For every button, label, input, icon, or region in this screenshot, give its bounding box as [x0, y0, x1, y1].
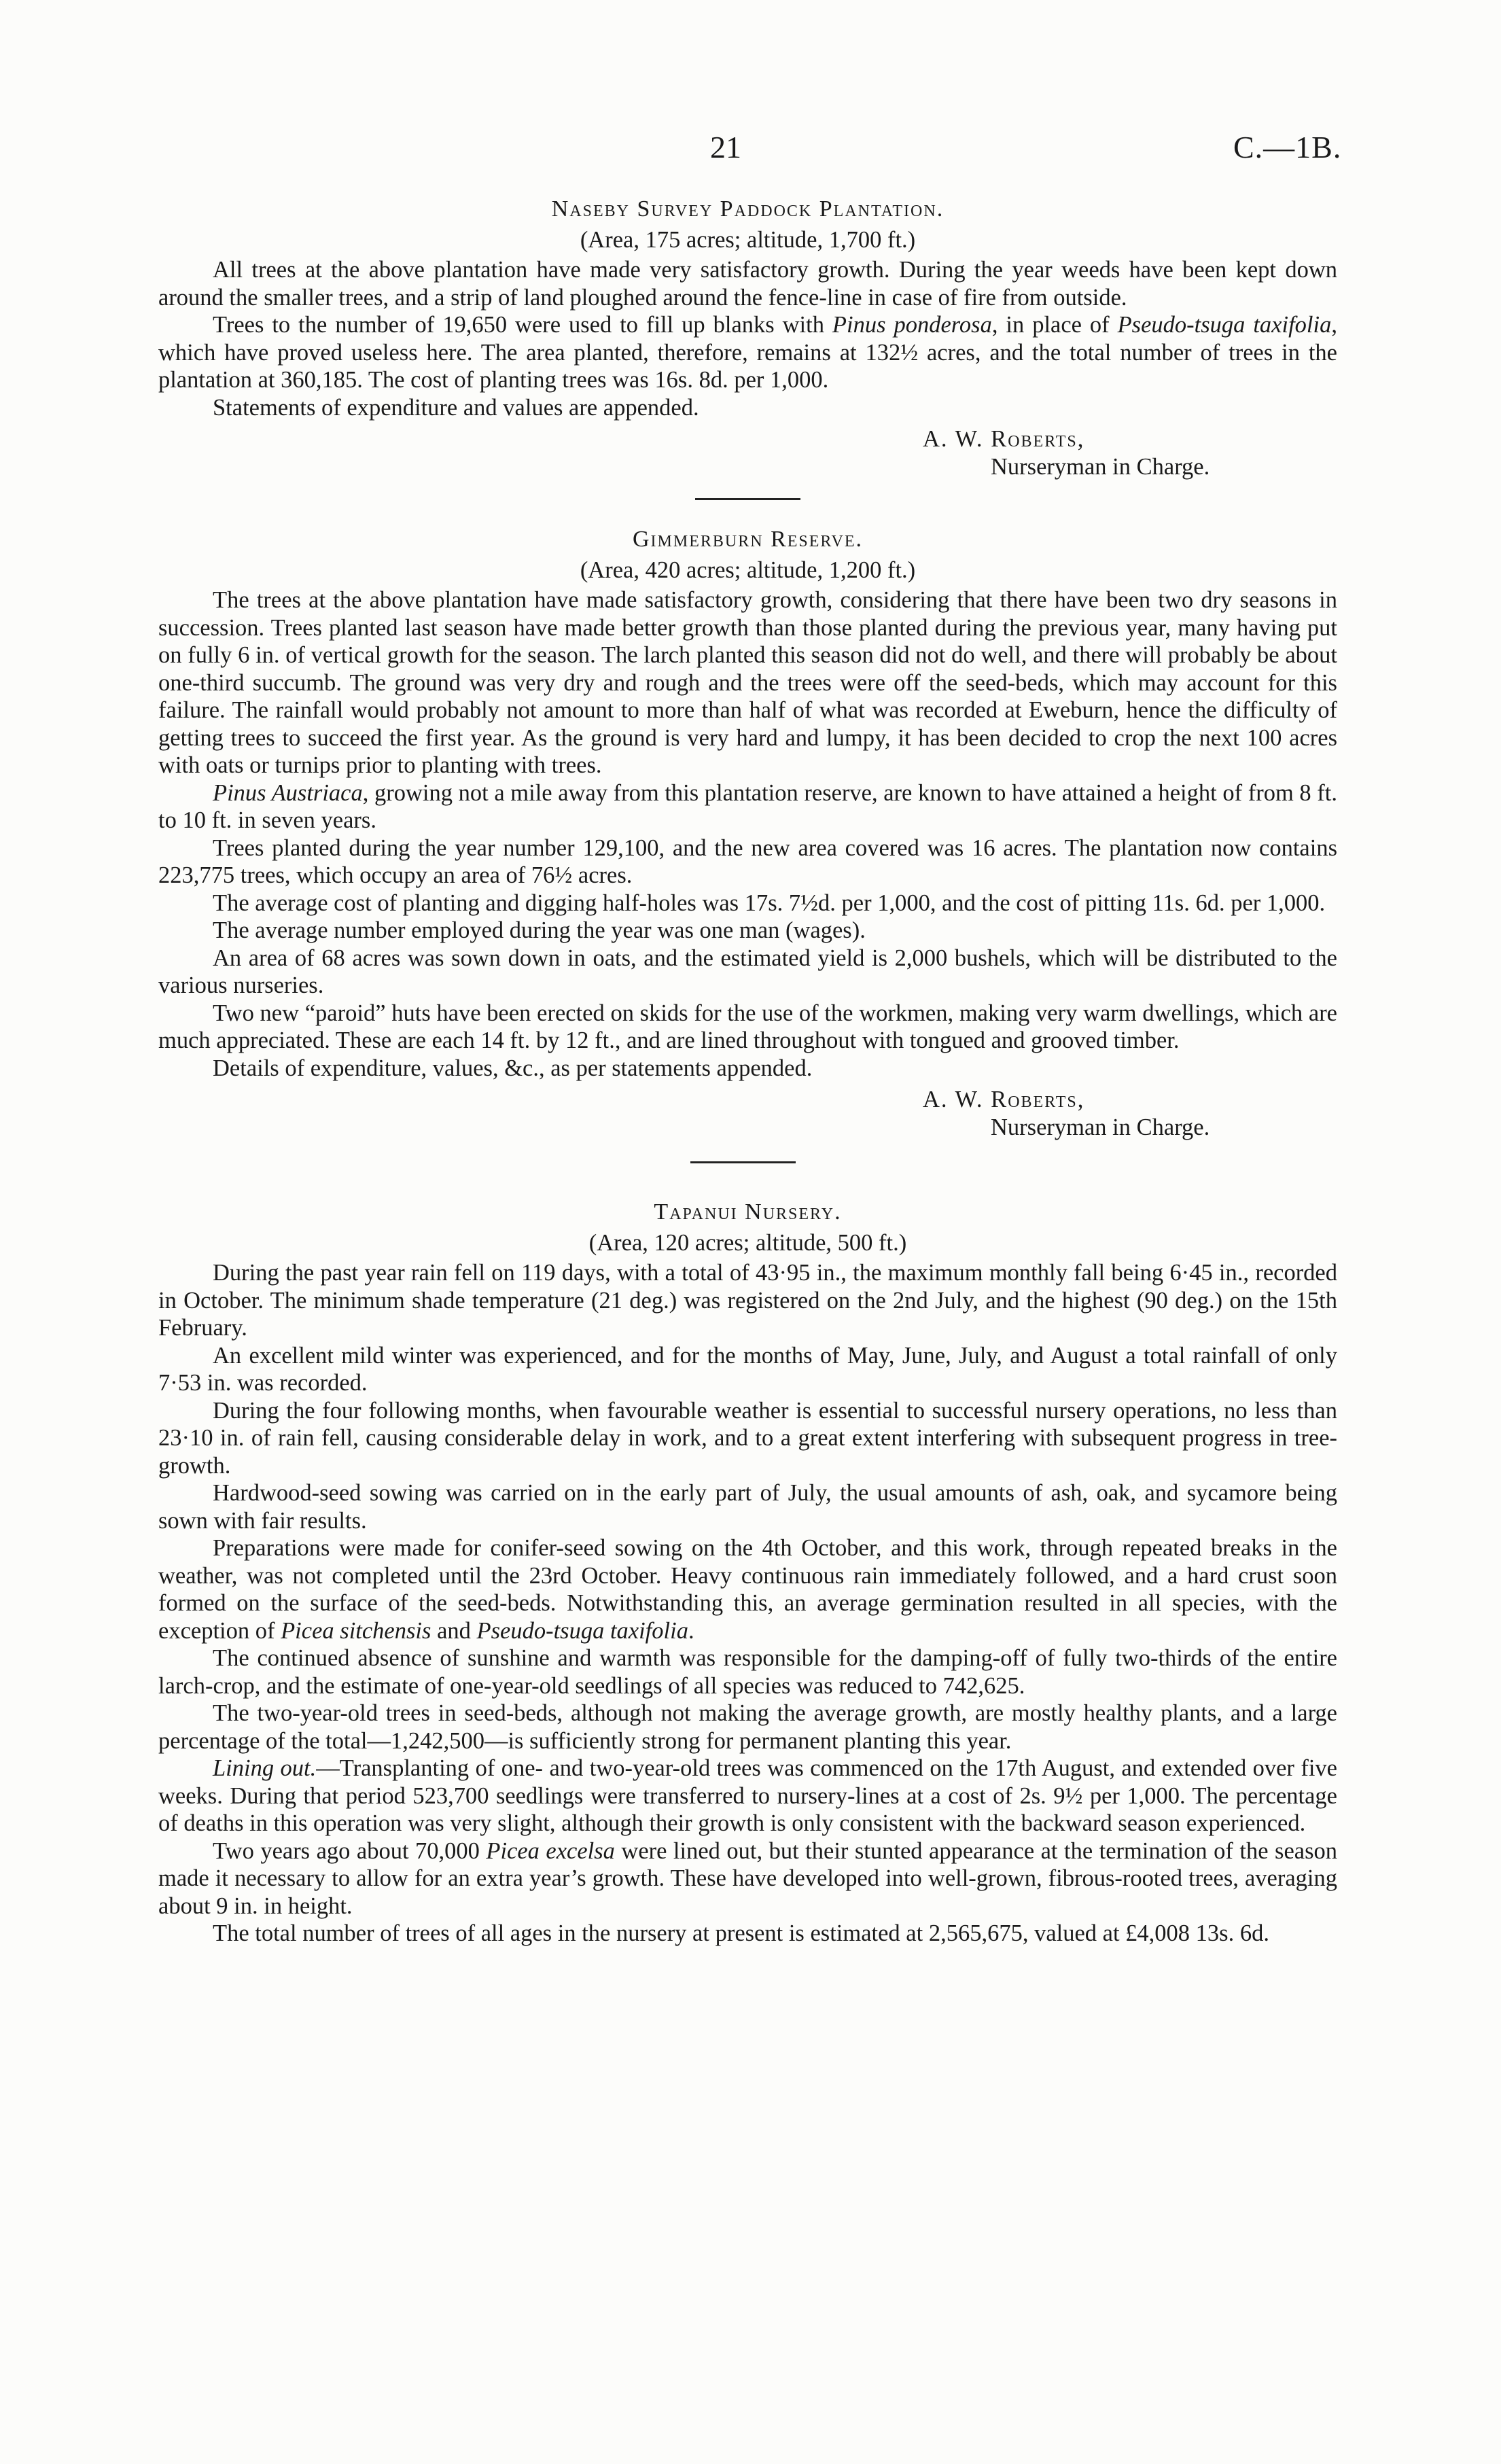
paragraph: The average number employed during the year was one man (wages). — [213, 917, 866, 943]
paragraph: The trees at the above plantation have made satisfactory growth, considering that there have been two dry seasons in succession. Trees planted last season have made better growth than those planted during the previous year, many having put on fully 6 in. of vertical growth for the season. The larch planted this season did not do well, and there will probably be about one-third succumb. The ground was very dry and rough and the trees were off the seed-beds, which may account for this failure. The rainfall would probably not amount to more than half of what was recorded at Eweburn, hence the difficulty of getting trees to succeed the first year. As the ground is very hard and lumpy, it has been decided to crop the next 100 acres with oats or turnips prior to planting with trees. — [158, 587, 1337, 778]
signature-role: Nurseryman in Charge. — [991, 1114, 1210, 1140]
paragraph: All trees at the above plantation have made very satisfactory growth. During the year weeds have been kept down around the smaller trees, and a strip of land ploughed around the fence-line in case of fire from outside. — [158, 257, 1337, 311]
section-title: Gimmerburn Reserve. — [633, 527, 863, 552]
signature-role: Nurseryman in Charge. — [991, 453, 1210, 480]
paragraph: Two years ago about 70,000 Picea excelsa were lined out, but their stunted appearance at the termination of the season made it necessary to allow for an extra year’s growth. These have developed into well-grown, fibrous-rooted trees, averaging about 9 in. in height. — [158, 1837, 1337, 1919]
paragraph: Lining out.—Transplanting of one- and two-year-old trees was commenced on the 17th August, and extended over five weeks. During that period 523,700 seedlings were transferred to nursery-lines at a cost of 2s. 9½ per 1,000. The percentage of deaths in this operation was very slight, although their growth is only consistent with the backward season experienced. — [158, 1755, 1337, 1836]
section-tapanui — [158, 1199, 1337, 1948]
paragraph: Pinus Austriaca, growing not a mile away from this plantation reserve, are known to have attained a height of from 8 ft. to 10 ft. in seven years. — [158, 779, 1337, 833]
paragraph: Details of expenditure, values, &c., as per statements appended. — [213, 1055, 813, 1081]
page-number: 21 — [710, 130, 741, 164]
paragraph: During the four following months, when favourable weather is essential to successful nursery operations, no less than 23·10 in. of rain fell, causing considerable delay in work, and to a great extent interfering with subsequent progress in tree-growth. — [158, 1397, 1337, 1479]
paragraph: An excellent mild winter was experienced, and for the months of May, June, July, and August a total rainfall of only 7·53 in. was recorded. — [158, 1342, 1337, 1396]
paragraph: Trees to the number of 19,650 were used to fill up blanks with Pinus ponderosa, in place of Pseudo-tsuga taxifolia, which have proved useless here. The area planted, therefore, remains at 132½ acres, and the total number of trees in the plantation at 360,185. The cost of planting trees was 16s. 8d. per 1,000. — [158, 312, 1337, 393]
section-title: Tapanui Nursery. — [654, 1199, 842, 1225]
paragraph: An area of 68 acres was sown down in oats, and the estimated yield is 2,000 bushels, which will be distributed to the various nurseries. — [158, 945, 1337, 998]
signature — [158, 1086, 1337, 1141]
section-title: Naseby Survey Paddock Plantation. — [551, 196, 944, 222]
paragraph: The average cost of planting and digging half-holes was 17s. 7½d. per 1,000, and the cost of pitting 11s. 6d. per 1,000. — [213, 890, 1326, 916]
page-header — [0, 129, 1501, 170]
paragraph: During the past year rain fell on 119 days, with a total of 43·95 in., the maximum monthly fall being 6·45 in., recorded in October. The minimum shade temperature (21 deg.) was registered on the 2nd July, and the highest (90 deg.) on the 15th February. — [158, 1260, 1337, 1341]
signature — [158, 425, 1337, 480]
section-naseby — [158, 196, 1337, 500]
section-gimmerburn — [158, 526, 1337, 1163]
paragraph: The total number of trees of all ages in the nursery at present is estimated at 2,565,675, valued at £4,008 13s. 6d. — [213, 1920, 1269, 1946]
section-subtitle: (Area, 120 acres; altitude, 500 ft.) — [588, 1229, 907, 1256]
paragraph: The two-year-old trees in seed-beds, although not making the average growth, are mostly healthy plants, and a large percentage of the total—1,242,500—is sufficiently strong for permanent planting this year. — [158, 1700, 1337, 1754]
signature-name: A. W. Roberts, — [923, 1087, 1085, 1112]
paragraph: Statements of expenditure and values are appended. — [213, 394, 699, 421]
report-body — [158, 196, 1337, 1948]
paragraph: Two new “paroid” huts have been erected on skids for the use of the workmen, making very warm dwellings, which are much appreciated. These are each 14 ft. by 12 ft., and are lined throughout with tongued and grooved timber. — [158, 1000, 1337, 1053]
signature-name: A. W. Roberts, — [923, 426, 1085, 452]
section-divider — [695, 498, 800, 500]
paragraph: The continued absence of sunshine and warmth was responsible for the damping-off of fully two-thirds of the entire larch-crop, and the estimate of one-year-old seedlings of all species was reduced to 742,625. — [158, 1645, 1337, 1699]
document-reference: C.—1B. — [1233, 130, 1342, 164]
section-divider — [690, 1161, 796, 1163]
section-subtitle: (Area, 420 acres; altitude, 1,200 ft.) — [580, 557, 916, 583]
paragraph: Trees planted during the year number 129,100, and the new area covered was 16 acres. The plantation now contains 223,775 trees, which occupy an area of 76½ acres. — [158, 834, 1337, 888]
paragraph: Preparations were made for conifer-seed sowing on the 4th October, and this work, through repeated breaks in the weather, was not completed until the 23rd October. Heavy continuous rain immediately followed, and a hard crust soon formed on the surface of the seed-beds. Notwithstanding this, an average germination resulted in all species, with the exception of Picea sitchensis and Pseudo-tsuga taxifolia. — [158, 1535, 1337, 1644]
paragraph: Hardwood-seed sowing was carried on in the early part of July, the usual amounts of ash, oak, and sycamore being sown with fair results. — [158, 1480, 1337, 1534]
section-subtitle: (Area, 175 acres; altitude, 1,700 ft.) — [580, 226, 916, 253]
